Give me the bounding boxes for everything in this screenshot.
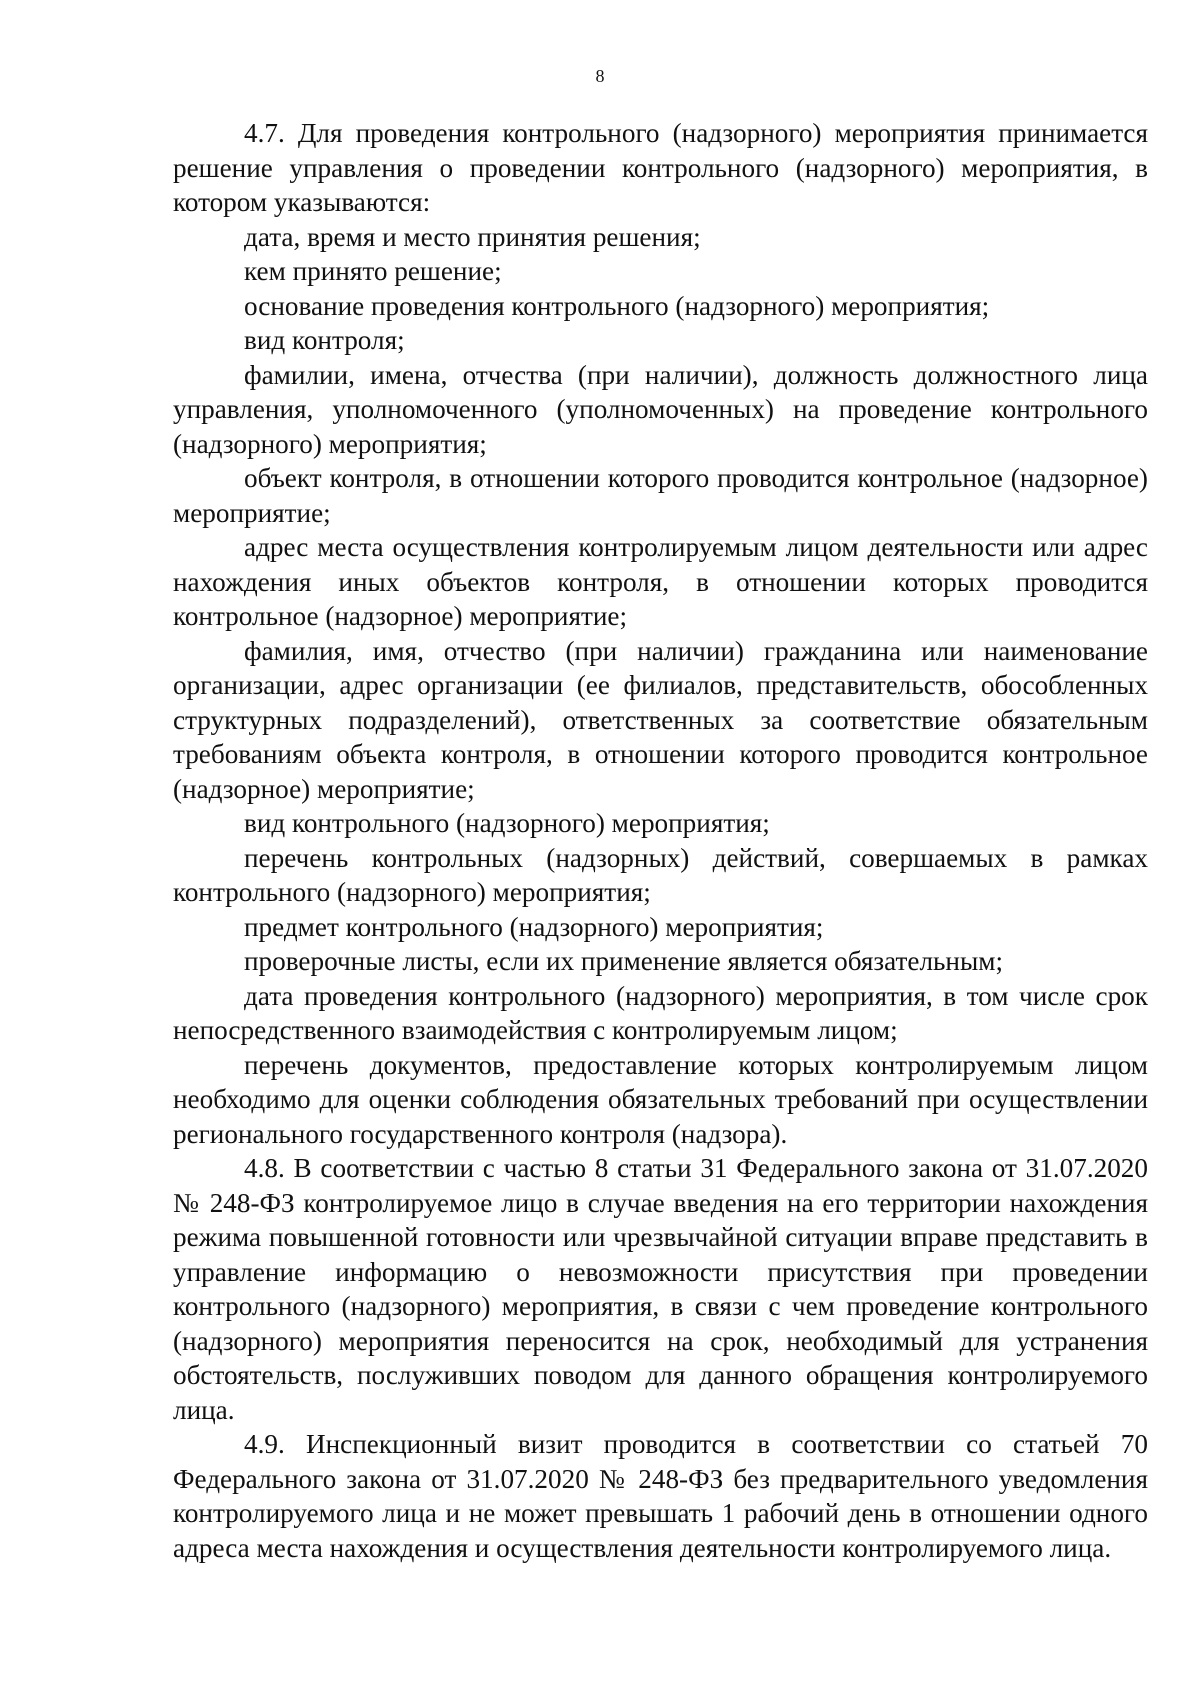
- list-item-event-type: вид контрольного (надзорного) мероприятия;: [244, 808, 770, 838]
- list-item-checklists: проверочные листы, если их применение является обязательным;: [244, 946, 1004, 976]
- paragraph-4-7-intro: 4.7. Для проведения контрольного (надзорного) мероприятия принимается решение управления о проведении контрольного (надзорного) мероприятия, в котором указываются:: [173, 118, 1148, 217]
- list-item-control-object: объект контроля, в отношении которого проводится контрольное (надзорное) мероприятие;: [173, 463, 1148, 528]
- list-item-subject: предмет контрольного (надзорного) мероприятия;: [244, 911, 824, 942]
- list-item-control-type: вид контроля;: [244, 325, 405, 355]
- document-body: [173, 116, 1148, 1565]
- list-item-decision-maker: кем принято решение;: [244, 256, 502, 286]
- list-item-actions: перечень контрольных (надзорных) действий, совершаемых в рамках контрольного (надзорного) мероприятия;: [173, 842, 1148, 907]
- page-number: 8: [595, 66, 605, 86]
- list-item-decision-date: дата, время и место принятия решения;: [244, 221, 701, 252]
- paragraph-4-9: 4.9. Инспекционный визит проводится в соответствии со статьей 70 Федерального закона от 31.07.2020 № 248-ФЗ без предварительного уведомления контролируемого лица и не может превышать 1 рабочий день в отношении одного адреса места нахождения и осуществления деятельности контролируемого лица.: [173, 1429, 1148, 1563]
- paragraph-4-8: 4.8. В соответствии с частью 8 статьи 31 Федерального закона от 31.07.2020 № 248-ФЗ контролируемое лицо в случае введения на его территории нахождения режима повышенной готовности или чрезвычайной ситуации вправе представить в управление информацию о невозможности присутствия при проведении контрольного (надзорного) мероприятия, в связи с чем проведение контрольного (надзорного) мероприятия переносится на срок, необходимый для устранения обстоятельств, послуживших поводом для данного обращения контролируемого лица.: [173, 1153, 1148, 1425]
- list-item-documents: перечень документов, предоставление которых контролируемым лицом необходимо для оценки соблюдения обязательных требований при осуществлении регионального государственного контроля (надзора).: [173, 1049, 1148, 1149]
- list-item-responsible-party: фамилия, имя, отчество (при наличии) гражданина или наименование организации, адрес организации (ее филиалов, представительств, обособленных структурных подразделений), ответственных за соответствие обязательным требованиям объекта контроля, в отношении которого проводится контрольное (надзорное) мероприятие;: [173, 635, 1148, 804]
- list-item-event-date: дата проведения контрольного (надзорного) мероприятия, в том числе срок непосредственного взаимодействия с контролируемым лицом;: [173, 980, 1148, 1045]
- list-item-officials: фамилии, имена, отчества (при наличии), должность должностного лица управления, уполномоченного (уполномоченных) на проведение контрольного (надзорного) мероприятия;: [173, 359, 1148, 459]
- list-item-basis: основание проведения контрольного (надзорного) мероприятия;: [244, 290, 990, 321]
- list-item-address: адрес места осуществления контролируемым лицом деятельности или адрес нахождения иных объектов контроля, в отношении которых проводится контрольное (надзорное) мероприятие;: [173, 532, 1148, 631]
